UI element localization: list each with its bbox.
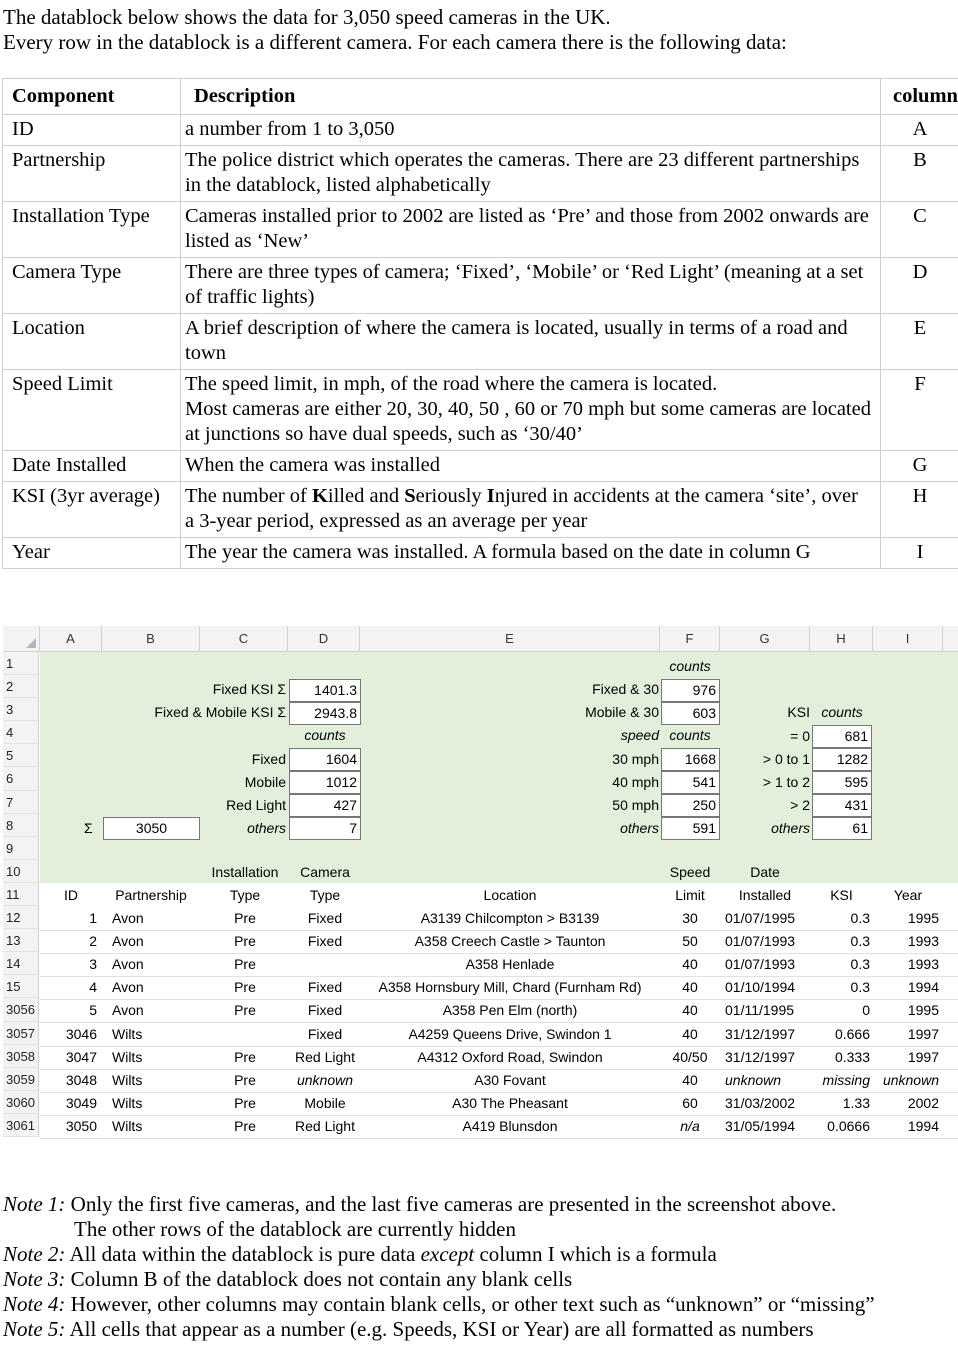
cell-date[interactable]: 01/07/1993 bbox=[725, 933, 796, 950]
cell-camera[interactable]: Fixed bbox=[307, 910, 343, 926]
kothers-label: others bbox=[771, 820, 810, 836]
cell-ksi[interactable]: 0.0666 bbox=[827, 1117, 870, 1134]
note-text: column I which is a formula bbox=[474, 1242, 717, 1266]
desc-column: C bbox=[881, 202, 958, 258]
cell-location[interactable]: A419 Blunsdon bbox=[462, 1117, 558, 1134]
col-header-f[interactable]: F bbox=[660, 626, 720, 651]
cell-year[interactable]: 1993 bbox=[907, 956, 939, 973]
row-number-column bbox=[3, 652, 39, 1137]
header-year: Year bbox=[893, 887, 923, 903]
cell-install[interactable]: Pre bbox=[234, 1002, 256, 1019]
cell-year[interactable]: 1995 bbox=[907, 1002, 939, 1019]
note-label: Note 5: bbox=[3, 1317, 66, 1341]
ksi-counts-label: counts bbox=[821, 704, 863, 720]
row-number[interactable]: 3 bbox=[3, 698, 39, 721]
note-1-continued: The other rows of the datablock are currently hidden bbox=[74, 1217, 516, 1241]
desc-description bbox=[181, 370, 881, 451]
desc-column: E bbox=[881, 314, 958, 370]
cell-location[interactable]: A358 Creech Castle > Taunton bbox=[414, 933, 606, 950]
desc-text: njured in accidents at the camera ‘site’, over a 3-year period, expressed as an average per year bbox=[185, 485, 858, 532]
table-row bbox=[40, 1046, 958, 1070]
col-header-i[interactable]: I bbox=[873, 626, 943, 651]
cell-year[interactable]: unknown bbox=[882, 1071, 939, 1088]
row-number[interactable]: 10 bbox=[3, 860, 39, 883]
cell-partnership[interactable]: Avon bbox=[112, 910, 144, 926]
note-3 bbox=[3, 1267, 875, 1292]
cell-ksi[interactable]: missing bbox=[822, 1071, 870, 1088]
cell-location[interactable]: A358 Hornsbury Mill, Chard (Furnham Rd) bbox=[378, 979, 642, 996]
redlight-count[interactable]: 427 bbox=[289, 794, 361, 817]
cell-ksi[interactable]: 0.333 bbox=[834, 1048, 870, 1065]
table-row bbox=[40, 907, 958, 931]
desc-component: Speed Limit bbox=[3, 370, 181, 451]
note-2 bbox=[3, 1242, 875, 1267]
row-number[interactable]: 11 bbox=[3, 883, 39, 906]
cell-install[interactable]: Pre bbox=[234, 956, 256, 973]
cell-install[interactable]: Pre bbox=[234, 1048, 256, 1065]
table-row bbox=[40, 1023, 958, 1047]
header-partnership: Partnership bbox=[115, 887, 187, 903]
desc-component: Partnership bbox=[3, 146, 181, 202]
cell-location[interactable]: A30 The Pheasant bbox=[452, 1094, 568, 1111]
desc-description bbox=[181, 482, 881, 538]
cell-location[interactable]: A358 Henlade bbox=[465, 956, 555, 973]
cell-id[interactable]: 1 bbox=[89, 910, 97, 926]
desc-description: The police district which operates the cameras. There are 23 different partnerships in the datablock, listed alphabetically bbox=[181, 146, 881, 202]
desc-description: There are three types of camera; ‘Fixed’, ‘Mobile’ or ‘Red Light’ (meaning at a set of traffic lights) bbox=[181, 258, 881, 314]
desc-component: KSI (3yr average) bbox=[3, 482, 181, 538]
desc-row bbox=[3, 482, 958, 538]
desc-text: eriously bbox=[415, 485, 487, 507]
desc-description: When the camera was installed bbox=[181, 451, 881, 482]
desc-header-component: Component bbox=[3, 79, 181, 115]
header-speed: Speed bbox=[669, 864, 711, 880]
col-header-c[interactable]: C bbox=[200, 626, 288, 651]
desc-column: H bbox=[881, 482, 958, 538]
row-number[interactable]: 3061 bbox=[3, 1114, 39, 1137]
desc-component: Camera Type bbox=[3, 258, 181, 314]
note-5 bbox=[3, 1317, 875, 1342]
cell-partnership[interactable]: Avon bbox=[112, 933, 144, 950]
cell-install[interactable]: Pre bbox=[234, 1117, 256, 1134]
table-row bbox=[40, 953, 958, 977]
desc-description-line: The speed limit, in mph, of the road where the camera is located. bbox=[185, 373, 718, 395]
desc-row bbox=[3, 115, 958, 146]
notes bbox=[3, 1192, 875, 1342]
header-camera-type: Type bbox=[309, 887, 341, 903]
k01-label: > 0 to 1 bbox=[762, 751, 810, 767]
cell-id[interactable]: 3 bbox=[89, 956, 97, 973]
cell-id[interactable]: 3048 bbox=[65, 1071, 97, 1088]
header-installation-type: Type bbox=[229, 887, 261, 903]
cell-install[interactable]: Pre bbox=[234, 1071, 256, 1088]
row-number[interactable]: 3058 bbox=[3, 1045, 39, 1068]
cell-date[interactable]: 31/05/1994 bbox=[725, 1117, 796, 1134]
header-speed-limit: Limit bbox=[675, 887, 705, 903]
cell-date[interactable]: 31/12/1997 bbox=[725, 1048, 796, 1065]
cell-ksi[interactable]: 0.3 bbox=[850, 979, 870, 996]
mobile30-count[interactable]: 603 bbox=[661, 702, 720, 725]
row-number[interactable]: 3060 bbox=[3, 1091, 39, 1114]
cell-year[interactable]: 1997 bbox=[907, 1025, 939, 1042]
table-row bbox=[40, 976, 958, 1000]
desc-column: A bbox=[881, 115, 958, 146]
fixed-ksi-value[interactable]: 1401.3 bbox=[289, 679, 361, 702]
s40-count[interactable]: 541 bbox=[661, 771, 720, 794]
row-number[interactable]: 3057 bbox=[3, 1022, 39, 1045]
desc-row bbox=[3, 146, 958, 202]
row-number[interactable]: 2 bbox=[3, 675, 39, 698]
cell-partnership[interactable]: Avon bbox=[112, 1002, 144, 1019]
desc-text-bold: K bbox=[311, 485, 328, 507]
desc-text: illed and bbox=[327, 485, 405, 507]
spreadsheet bbox=[3, 626, 958, 1164]
note-label: Note 4: bbox=[3, 1292, 66, 1316]
note-label: Note 3: bbox=[3, 1267, 66, 1291]
col-header-a[interactable]: A bbox=[40, 626, 102, 651]
cell-year[interactable]: 1997 bbox=[907, 1048, 939, 1065]
cell-id[interactable]: 3049 bbox=[65, 1094, 97, 1111]
cell-id[interactable]: 5 bbox=[89, 1002, 97, 1019]
kothers-count[interactable]: 61 bbox=[812, 817, 872, 840]
note-text: Only the first five cameras, and the last five cameras are presented in the screenshot above. bbox=[70, 1192, 837, 1216]
description-table bbox=[2, 78, 958, 569]
fixed30-count[interactable]: 976 bbox=[661, 679, 720, 702]
cell-camera[interactable]: Mobile bbox=[304, 1094, 346, 1111]
cell-id[interactable]: 3047 bbox=[65, 1048, 97, 1065]
k12-count[interactable]: 595 bbox=[812, 771, 872, 794]
cell-speed[interactable]: 50 bbox=[682, 933, 698, 950]
desc-component: Year bbox=[3, 538, 181, 569]
cell-id[interactable]: 2 bbox=[89, 933, 97, 950]
cell-partnership[interactable]: Wilts bbox=[112, 1025, 143, 1042]
desc-text-bold: S bbox=[404, 485, 416, 507]
s50-count[interactable]: 250 bbox=[661, 794, 720, 817]
desc-column: D bbox=[881, 258, 958, 314]
cell-partnership[interactable]: Avon bbox=[112, 956, 144, 973]
k2-label: > 2 bbox=[790, 797, 810, 813]
cell-camera[interactable]: Red Light bbox=[295, 1117, 355, 1134]
sothers-label: others bbox=[620, 820, 659, 836]
cell-partnership[interactable]: Wilts bbox=[112, 1117, 143, 1134]
cell-location[interactable]: A358 Pen Elm (north) bbox=[442, 1002, 578, 1019]
row-number[interactable]: 15 bbox=[3, 975, 39, 998]
desc-row bbox=[3, 538, 958, 569]
fixed-label: Fixed bbox=[251, 751, 286, 767]
desc-description: Cameras installed prior to 2002 are listed as ‘Pre’ and those from 2002 onwards are listed as ‘New’ bbox=[181, 202, 881, 258]
desc-row bbox=[3, 202, 958, 258]
row-number[interactable]: 8 bbox=[3, 814, 39, 837]
note-text: Column B of the datablock does not contain any blank cells bbox=[70, 1267, 573, 1291]
fixed-mobile-ksi-value[interactable]: 2943.8 bbox=[289, 702, 361, 725]
fixed-mobile-ksi-label: Fixed & Mobile KSI Σ bbox=[154, 704, 286, 720]
header-date: Date bbox=[750, 864, 780, 880]
row-number[interactable]: 1 bbox=[3, 652, 39, 675]
cell-id[interactable]: 4 bbox=[89, 979, 97, 996]
cell-install[interactable]: Pre bbox=[234, 933, 256, 950]
cell-date[interactable]: 31/12/1997 bbox=[725, 1025, 796, 1042]
desc-component: Location bbox=[3, 314, 181, 370]
cell-location[interactable]: A30 Fovant bbox=[474, 1071, 546, 1088]
cell-install[interactable]: Pre bbox=[234, 910, 256, 926]
cell-ksi[interactable]: 0.666 bbox=[834, 1025, 870, 1042]
cell-ksi[interactable]: 0.3 bbox=[850, 956, 870, 973]
cell-partnership[interactable]: Wilts bbox=[112, 1048, 143, 1065]
desc-header-row bbox=[3, 79, 958, 115]
desc-row bbox=[3, 370, 958, 451]
s30-label: 30 mph bbox=[612, 751, 659, 767]
others-count[interactable]: 7 bbox=[289, 817, 361, 840]
table-row bbox=[40, 1069, 958, 1093]
desc-column: F bbox=[881, 370, 958, 451]
desc-row bbox=[3, 258, 958, 314]
desc-text-bold: I bbox=[486, 485, 495, 507]
desc-description: The year the camera was installed. A formula based on the date in column G bbox=[181, 538, 881, 569]
desc-component: ID bbox=[3, 115, 181, 146]
cell-speed[interactable]: 40 bbox=[682, 979, 698, 996]
cell-location[interactable]: A3139 Chilcompton > B3139 bbox=[420, 910, 600, 926]
sigma-symbol: Σ bbox=[84, 820, 93, 836]
desc-description-line: Most cameras are either 20, 30, 40, 50 , 60 or 70 mph but some cameras are located at junctions so have dual speeds, such as ‘30/40’ bbox=[185, 398, 871, 445]
mobile30-label: Mobile & 30 bbox=[585, 704, 659, 720]
cell-camera[interactable]: Fixed bbox=[307, 933, 343, 950]
cell-partnership[interactable]: Wilts bbox=[112, 1071, 143, 1088]
cell-date[interactable]: 01/07/1993 bbox=[725, 956, 796, 973]
note-1 bbox=[3, 1192, 875, 1217]
table-row bbox=[40, 1092, 958, 1116]
cell-camera[interactable]: Fixed bbox=[307, 979, 343, 996]
k01-count[interactable]: 1282 bbox=[812, 748, 872, 771]
speed-counts-label: counts bbox=[669, 727, 711, 743]
cell-speed[interactable]: 40 bbox=[682, 956, 698, 973]
cell-year[interactable]: 1995 bbox=[907, 910, 939, 926]
ksi-label: KSI bbox=[787, 704, 810, 720]
header-location: Location bbox=[483, 887, 537, 903]
header-installation: Installation bbox=[211, 864, 279, 880]
desc-header-description: Description bbox=[181, 79, 881, 115]
row-number[interactable]: 4 bbox=[3, 721, 39, 744]
header-ksi: KSI bbox=[830, 887, 853, 903]
header-date-installed: Installed bbox=[738, 887, 792, 903]
s50-label: 50 mph bbox=[612, 797, 659, 813]
row-number[interactable]: 5 bbox=[3, 744, 39, 767]
mobile-count[interactable]: 1012 bbox=[289, 771, 361, 794]
sothers-count[interactable]: 591 bbox=[661, 817, 720, 840]
cell-year[interactable]: 2002 bbox=[907, 1094, 939, 1111]
row-number[interactable]: 3056 bbox=[3, 998, 39, 1021]
speed-label: speed bbox=[620, 727, 659, 743]
row-number[interactable]: 9 bbox=[3, 837, 39, 860]
row-number[interactable]: 7 bbox=[3, 791, 39, 814]
intro-line-2: Every row in the datablock is a different camera. For each camera there is the following data: bbox=[3, 30, 787, 54]
col-header-h[interactable]: H bbox=[810, 626, 873, 651]
cell-date[interactable]: 01/07/1995 bbox=[725, 910, 796, 926]
table-row bbox=[40, 930, 958, 954]
row-number[interactable]: 12 bbox=[3, 906, 39, 929]
desc-component: Installation Type bbox=[3, 202, 181, 258]
cell-speed[interactable]: 30 bbox=[682, 910, 698, 926]
fixed-ksi-label: Fixed KSI Σ bbox=[212, 681, 286, 697]
column-header-bar bbox=[3, 626, 958, 652]
k0-label: = 0 bbox=[790, 728, 810, 744]
cell-partnership[interactable]: Wilts bbox=[112, 1094, 143, 1111]
desc-header-column: column bbox=[881, 79, 958, 115]
col-header-d[interactable]: D bbox=[288, 626, 360, 651]
cell-location[interactable]: A4312 Oxford Road, Swindon bbox=[417, 1048, 603, 1065]
fixed30-label: Fixed & 30 bbox=[592, 681, 659, 697]
s40-label: 40 mph bbox=[612, 774, 659, 790]
cell-date[interactable]: unknown bbox=[725, 1071, 782, 1088]
cell-camera[interactable]: Fixed bbox=[307, 1025, 343, 1042]
cell-speed[interactable]: 40/50 bbox=[672, 1048, 708, 1065]
col-header-g[interactable]: G bbox=[720, 626, 810, 651]
row-number[interactable]: 14 bbox=[3, 952, 39, 975]
select-all-corner[interactable] bbox=[3, 626, 40, 651]
cell-speed[interactable]: 40 bbox=[682, 1002, 698, 1019]
cell-speed[interactable]: 40 bbox=[682, 1071, 698, 1088]
cell-location[interactable]: A4259 Queens Drive, Swindon 1 bbox=[408, 1025, 612, 1042]
intro bbox=[3, 5, 787, 55]
desc-description: A brief description of where the camera is located, usually in terms of a road and town bbox=[181, 314, 881, 370]
cell-ksi[interactable]: 1.33 bbox=[842, 1094, 870, 1111]
cell-id[interactable]: 3046 bbox=[65, 1025, 97, 1042]
cell-speed[interactable]: n/a bbox=[680, 1117, 700, 1134]
note-text-emphasis: except bbox=[420, 1242, 475, 1266]
others-label: others bbox=[247, 820, 286, 836]
table-row bbox=[40, 999, 958, 1023]
row-number[interactable]: 13 bbox=[3, 929, 39, 952]
note-text: All cells that appear as a number (e.g. Speeds, KSI or Year) are all formatted as numbers bbox=[69, 1317, 814, 1341]
header-camera: Camera bbox=[300, 864, 350, 880]
desc-column: I bbox=[881, 538, 958, 569]
cell-date[interactable]: 01/10/1994 bbox=[725, 979, 796, 996]
cell-date[interactable]: 31/03/2002 bbox=[725, 1094, 796, 1111]
intro-line-1: The datablock below shows the data for 3,050 speed cameras in the UK. bbox=[3, 5, 611, 29]
cell-camera[interactable]: Fixed bbox=[307, 1002, 343, 1019]
cell-ksi[interactable]: 0.3 bbox=[850, 933, 870, 950]
desc-row bbox=[3, 451, 958, 482]
s30-count[interactable]: 1668 bbox=[661, 748, 720, 771]
cell-ksi[interactable]: 0 bbox=[862, 1002, 870, 1019]
cell-camera[interactable]: unknown bbox=[296, 1071, 354, 1088]
counts-label: counts bbox=[304, 727, 346, 743]
cell-speed[interactable]: 40 bbox=[682, 1025, 698, 1042]
note-label: Note 2: bbox=[3, 1242, 66, 1266]
note-text: All data within the datablock is pure data bbox=[69, 1242, 421, 1266]
cell-date[interactable]: 01/11/1995 bbox=[725, 1002, 795, 1019]
desc-text: The number of bbox=[185, 485, 312, 507]
cell-install[interactable]: Pre bbox=[234, 1094, 256, 1111]
cell-year[interactable]: 1994 bbox=[907, 1117, 939, 1134]
mobile-label: Mobile bbox=[244, 774, 286, 790]
note-text: However, other columns may contain blank cells, or other text such as “unknown” or “missing” bbox=[70, 1292, 875, 1316]
row-number[interactable]: 6 bbox=[3, 767, 39, 790]
cell-camera[interactable]: Red Light bbox=[295, 1048, 355, 1065]
redlight-label: Red Light bbox=[226, 797, 286, 813]
fixed-count[interactable]: 1604 bbox=[289, 748, 361, 771]
desc-component: Date Installed bbox=[3, 451, 181, 482]
note-label: Note 1: bbox=[3, 1192, 66, 1216]
cell-year[interactable]: 1994 bbox=[907, 979, 939, 996]
cell-id[interactable]: 3050 bbox=[65, 1117, 97, 1134]
table-row bbox=[40, 1115, 958, 1139]
total-count[interactable]: 3050 bbox=[103, 817, 200, 840]
note-4 bbox=[3, 1292, 875, 1317]
cell-ksi[interactable]: 0.3 bbox=[850, 910, 870, 926]
k12-label: > 1 to 2 bbox=[762, 774, 810, 790]
k0-count[interactable]: 681 bbox=[812, 725, 872, 748]
row-number[interactable]: 3059 bbox=[3, 1068, 39, 1091]
desc-column: G bbox=[881, 451, 958, 482]
desc-column: B bbox=[881, 146, 958, 202]
desc-row bbox=[3, 314, 958, 370]
desc-description: a number from 1 to 3,050 bbox=[181, 115, 881, 146]
col-header-e[interactable]: E bbox=[360, 626, 660, 651]
header-id: ID bbox=[64, 887, 78, 903]
summary-area bbox=[40, 652, 958, 883]
cell-speed[interactable]: 60 bbox=[682, 1094, 698, 1111]
f-counts-label: counts bbox=[669, 658, 711, 674]
k2-count[interactable]: 431 bbox=[812, 794, 872, 817]
col-header-b[interactable]: B bbox=[102, 626, 200, 651]
cell-install[interactable]: Pre bbox=[234, 979, 256, 996]
cell-year[interactable]: 1993 bbox=[907, 933, 939, 950]
cell-partnership[interactable]: Avon bbox=[112, 979, 144, 996]
